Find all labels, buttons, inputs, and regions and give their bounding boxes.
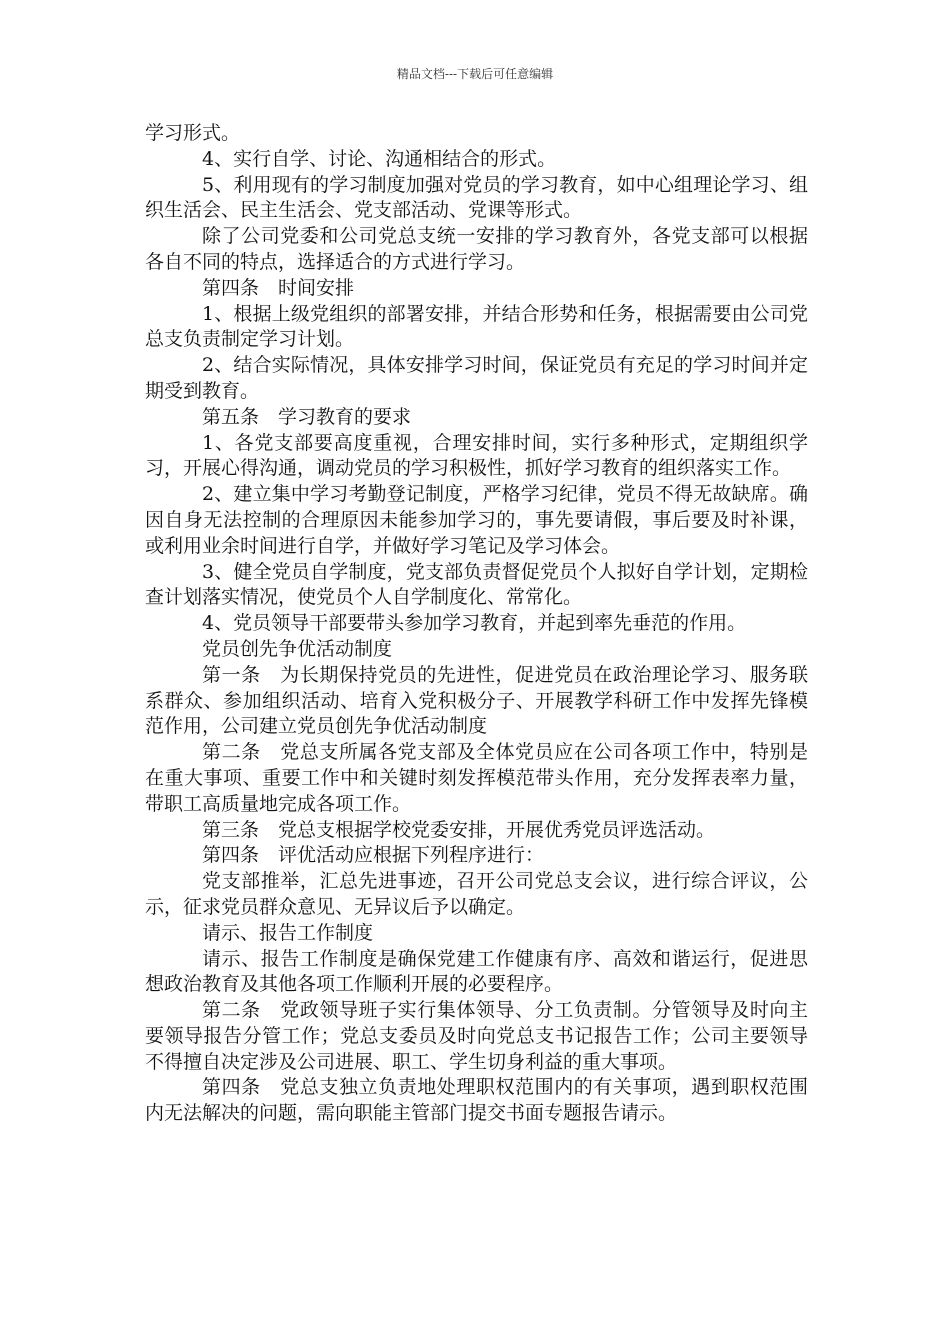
- paragraph: 党支部推举，汇总先进事迹，召开公司党总支会议，进行综合评议，公示，征求党员群众意见、无异议后予以确定。: [145, 870, 808, 918]
- paragraph: 第四条 党总支独立负责地处理职权范围内的有关事项，遇到职权范围内无法解决的问题，需向职能主管部门提交书面专题报告请示。: [145, 1076, 808, 1125]
- article-heading: 第五条 学习教育的要求: [202, 405, 412, 428]
- section-title: 党员创先争优活动制度: [202, 637, 393, 660]
- paragraph: 第三条 党总支根据学校党委安排，开展优秀党员评选活动。: [202, 818, 716, 841]
- article-heading: 第四条 评优活动应根据下列程序进行：: [202, 844, 545, 867]
- section-title: 请示、报告工作制度: [202, 921, 374, 944]
- article-heading: 第四条 时间安排: [202, 276, 355, 299]
- paragraph: 请示、报告工作制度是确保党建工作健康有序、高效和谐运行，促进思想政治教育及其他各项工作顺利开展的必要程序。: [145, 947, 808, 996]
- paragraph: 第二条 党政领导班子实行集体领导、分工负责制。分管领导及时向主要领导报告分管工作；党总支委员及时向党总支书记报告工作；公司主要领导不得擅自决定涉及公司进展、职工、学生切身利益的重大事项。: [145, 999, 808, 1073]
- paragraph: 第二条 党总支所属各党支部及全体党员应在公司各项工作中，特别是在重大事项、重要工作中和关键时刻发挥模范带头作用，充分发挥表率力量，带职工高质量地完成各项工作。: [145, 741, 808, 815]
- paragraph: 2、建立集中学习考勤登记制度，严格学习纪律，党员不得无故缺席。确因自身无法控制的合理原因未能参加学习的，事先要请假，事后要及时补课，或利用业余时间进行自学，并做好学习笔记及学习体会。: [145, 483, 808, 557]
- paragraph: 1、各党支部要高度重视，合理安排时间，实行多种形式，定期组织学习，开展心得沟通，调动党员的学习积极性，抓好学习教育的组织落实工作。: [145, 431, 808, 480]
- paragraph: 除了公司党委和公司党总支统一安排的学习教育外，各党支部可以根据各自不同的特点，选择适合的方式进行学习。: [145, 225, 808, 273]
- paragraph: 3、健全党员自学制度，党支部负责督促党员个人拟好自学计划，定期检查计划落实情况，使党员个人自学制度化、常常化。: [145, 560, 808, 609]
- paragraph-continuation: 学习形式。: [145, 122, 241, 144]
- paragraph: 第一条 为长期保持党员的先进性，促进党员在政治理论学习、服务联系群众、参加组织活动、培育入党积极分子、开展教学科研工作中发挥先锋模范作用，公司建立党员创先争优活动制度: [145, 663, 808, 738]
- document-body: [145, 121, 808, 1127]
- page-header: 精品文档---下载后可任意编辑: [396, 67, 554, 81]
- paragraph: 4、党员领导干部要带头参加学习教育，并起到率先垂范的作用。: [202, 612, 747, 635]
- paragraph: 4、实行自学、讨论、沟通相结合的形式。: [202, 147, 557, 170]
- paragraph: 1、根据上级党组织的部署安排，并结合形势和任务，根据需要由公司党总支负责制定学习计划。: [145, 302, 808, 351]
- paragraph: 5、利用现有的学习制度加强对党员的学习教育，如中心组理论学习、组织生活会、民主生活会、党支部活动、党课等形式。: [145, 173, 808, 222]
- paragraph: 2、结合实际情况，具体安排学习时间，保证党员有充足的学习时间并定期受到教育。: [145, 354, 808, 402]
